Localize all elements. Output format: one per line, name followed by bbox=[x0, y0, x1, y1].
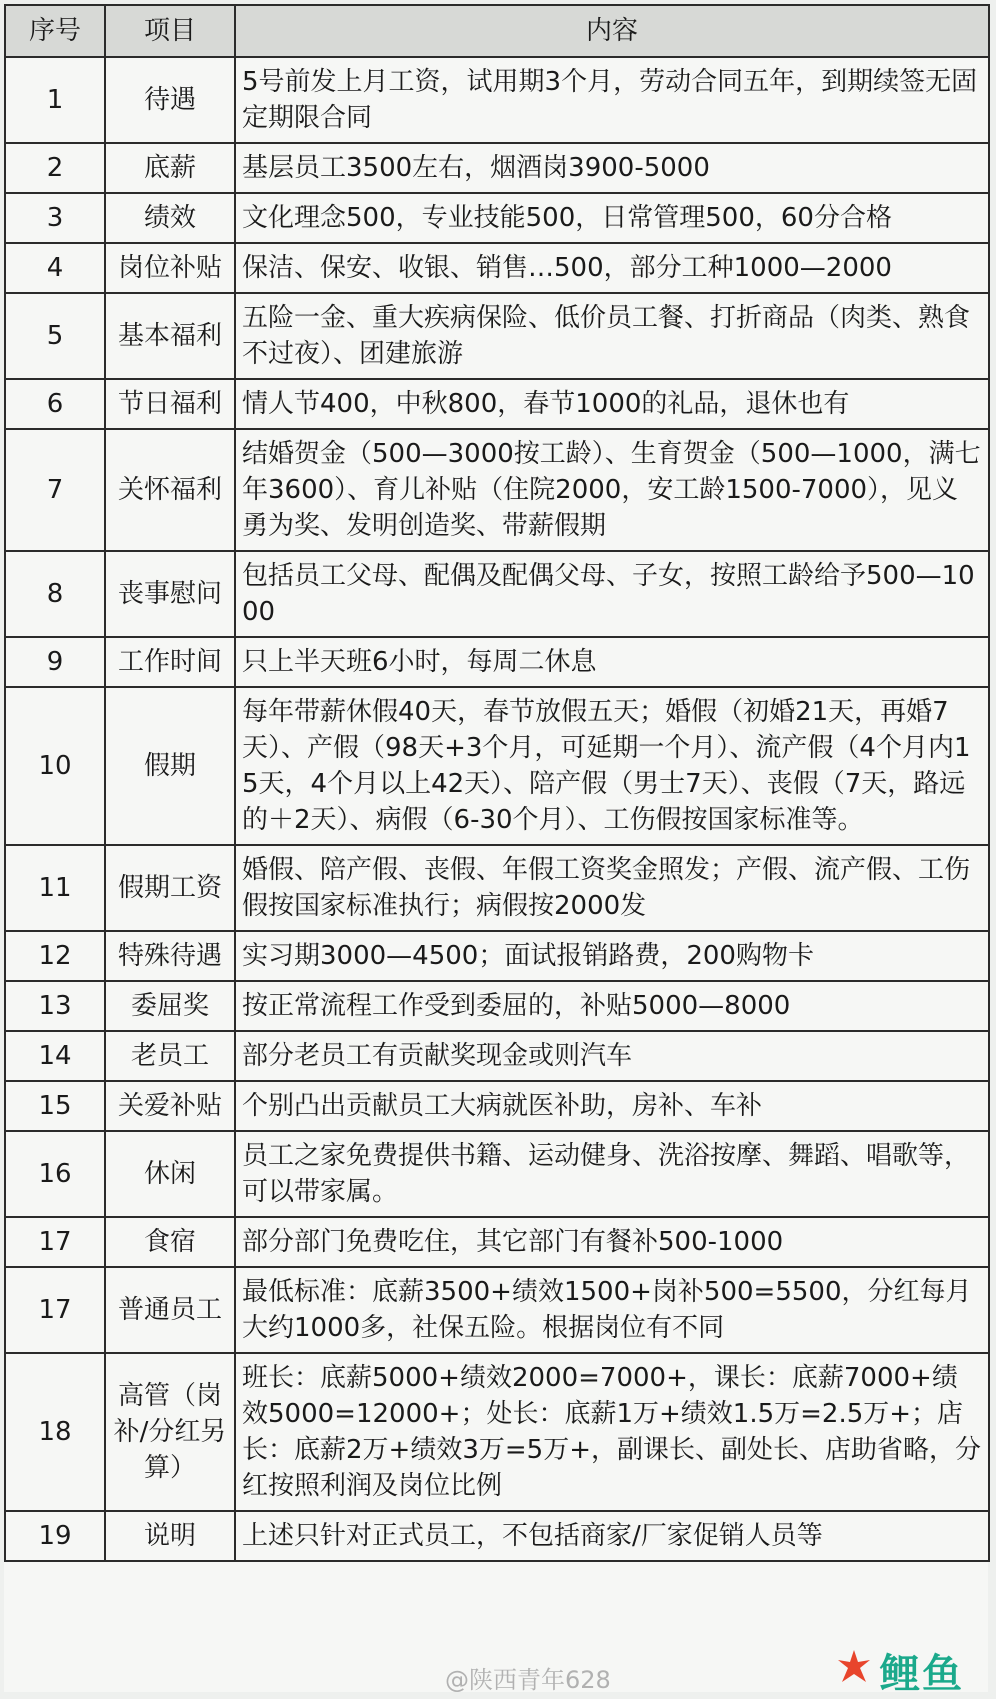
row-content: 文化理念500，专业技能500，日常管理500，60分合格 bbox=[235, 193, 989, 243]
row-index: 9 bbox=[5, 637, 105, 687]
row-item: 特殊待遇 bbox=[105, 931, 235, 981]
brand-logo bbox=[834, 1640, 984, 1697]
row-item: 关爱补贴 bbox=[105, 1081, 235, 1131]
row-item: 节日福利 bbox=[105, 379, 235, 429]
row-content: 基层员工3500左右，烟酒岗3900-5000 bbox=[235, 143, 989, 193]
row-content: 最低标准：底薪3500+绩效1500+岗补500=5500，分红每月大约1000多，社保五险。根据岗位有不同 bbox=[235, 1267, 989, 1353]
table-row bbox=[5, 845, 989, 931]
table-body bbox=[5, 57, 989, 1561]
row-content: 部分老员工有贡献奖现金或则汽车 bbox=[235, 1031, 989, 1081]
table-row bbox=[5, 193, 989, 243]
row-index: 1 bbox=[5, 57, 105, 143]
row-index: 15 bbox=[5, 1081, 105, 1131]
row-content: 情人节400，中秋800，春节1000的礼品，退休也有 bbox=[235, 379, 989, 429]
row-item: 食宿 bbox=[105, 1217, 235, 1267]
watermark-text: @陕西青年628 bbox=[445, 1666, 611, 1694]
row-content: 上述只针对正式员工，不包括商家/厂家促销人员等 bbox=[235, 1511, 989, 1561]
row-item: 高管（岗补/分红另算） bbox=[105, 1353, 235, 1511]
table-row bbox=[5, 1031, 989, 1081]
row-item: 说明 bbox=[105, 1511, 235, 1561]
table-row bbox=[5, 1511, 989, 1561]
row-content: 个别凸出贡献员工大病就医补助，房补、车补 bbox=[235, 1081, 989, 1131]
row-content: 结婚贺金（500—3000按工龄）、生育贺金（500—1000，满七年3600）、育儿补贴（住院2000，安工龄1500-7000），见义勇为奖、发明创造奖、带薪假期 bbox=[235, 429, 989, 551]
table-row bbox=[5, 243, 989, 293]
table-row bbox=[5, 143, 989, 193]
row-item: 老员工 bbox=[105, 1031, 235, 1081]
table-row bbox=[5, 1267, 989, 1353]
table-row bbox=[5, 637, 989, 687]
row-index: 13 bbox=[5, 981, 105, 1031]
row-item: 普通员工 bbox=[105, 1267, 235, 1353]
table-row bbox=[5, 1217, 989, 1267]
row-item: 底薪 bbox=[105, 143, 235, 193]
row-content: 按正常流程工作受到委屈的，补贴5000—8000 bbox=[235, 981, 989, 1031]
header-row bbox=[5, 5, 989, 57]
row-index: 7 bbox=[5, 429, 105, 551]
row-content: 保洁、保安、收银、销售…500，部分工种1000—2000 bbox=[235, 243, 989, 293]
table-row bbox=[5, 57, 989, 143]
row-index: 17 bbox=[5, 1267, 105, 1353]
table-row bbox=[5, 1353, 989, 1511]
row-item: 关怀福利 bbox=[105, 429, 235, 551]
row-index: 5 bbox=[5, 293, 105, 379]
row-content: 部分部门免费吃住，其它部门有餐补500-1000 bbox=[235, 1217, 989, 1267]
row-index: 17 bbox=[5, 1217, 105, 1267]
row-content: 员工之家免费提供书籍、运动健身、洗浴按摩、舞蹈、唱歌等，可以带家属。 bbox=[235, 1131, 989, 1217]
row-item: 假期工资 bbox=[105, 845, 235, 931]
row-content: 五险一金、重大疾病保险、低价员工餐、打折商品（肉类、熟食不过夜）、团建旅游 bbox=[235, 293, 989, 379]
row-content: 只上半天班6小时，每周二休息 bbox=[235, 637, 989, 687]
table-row bbox=[5, 1131, 989, 1217]
table-row bbox=[5, 429, 989, 551]
row-content: 实习期3000—4500；面试报销路费，200购物卡 bbox=[235, 931, 989, 981]
row-content: 包括员工父母、配偶及配偶父母、子女，按照工龄给予500—1000 bbox=[235, 551, 989, 637]
row-index: 18 bbox=[5, 1353, 105, 1511]
header-item: 项目 bbox=[105, 5, 235, 57]
header-index: 序号 bbox=[5, 5, 105, 57]
table-row bbox=[5, 1081, 989, 1131]
logo-text: 鲤鱼 bbox=[880, 1651, 964, 1697]
row-content: 每年带薪休假40天，春节放假五天；婚假（初婚21天，再婚7天）、产假（98天+3个月，可延期一个月）、流产假（4个月内15天，4个月以上42天）、陪产假（男士7天）、丧假（7天，路远的＋2天）、病假（6-30个月）、工伤假按国家标准等。 bbox=[235, 687, 989, 845]
row-index: 8 bbox=[5, 551, 105, 637]
table-row bbox=[5, 687, 989, 845]
row-item: 岗位补贴 bbox=[105, 243, 235, 293]
row-index: 10 bbox=[5, 687, 105, 845]
row-content: 婚假、陪产假、丧假、年假工资奖金照发；产假、流产假、工伤假按国家标准执行；病假按2000发 bbox=[235, 845, 989, 931]
row-item: 丧事慰问 bbox=[105, 551, 235, 637]
row-index: 12 bbox=[5, 931, 105, 981]
row-index: 4 bbox=[5, 243, 105, 293]
row-index: 19 bbox=[5, 1511, 105, 1561]
table-row bbox=[5, 981, 989, 1031]
header-content: 内容 bbox=[235, 5, 989, 57]
row-item: 委屈奖 bbox=[105, 981, 235, 1031]
table-row bbox=[5, 931, 989, 981]
row-index: 3 bbox=[5, 193, 105, 243]
fire-logo-icon bbox=[834, 1646, 874, 1686]
row-item: 绩效 bbox=[105, 193, 235, 243]
table-row bbox=[5, 293, 989, 379]
row-index: 6 bbox=[5, 379, 105, 429]
row-index: 2 bbox=[5, 143, 105, 193]
row-index: 14 bbox=[5, 1031, 105, 1081]
row-item: 休闲 bbox=[105, 1131, 235, 1217]
table-row bbox=[5, 551, 989, 637]
row-index: 16 bbox=[5, 1131, 105, 1217]
row-item: 工作时间 bbox=[105, 637, 235, 687]
row-item: 假期 bbox=[105, 687, 235, 845]
row-index: 11 bbox=[5, 845, 105, 931]
benefits-table bbox=[4, 4, 990, 1562]
row-content: 5号前发上月工资，试用期3个月，劳动合同五年，到期续签无固定期限合同 bbox=[235, 57, 989, 143]
row-item: 待遇 bbox=[105, 57, 235, 143]
row-item: 基本福利 bbox=[105, 293, 235, 379]
table-row bbox=[5, 379, 989, 429]
row-content: 班长：底薪5000+绩效2000=7000+，课长：底薪7000+绩效5000=12000+；处长：底薪1万+绩效1.5万=2.5万+；店长：底薪2万+绩效3万=5万+，副课长、副处长、店助省略，分红按照利润及岗位比例 bbox=[235, 1353, 989, 1511]
